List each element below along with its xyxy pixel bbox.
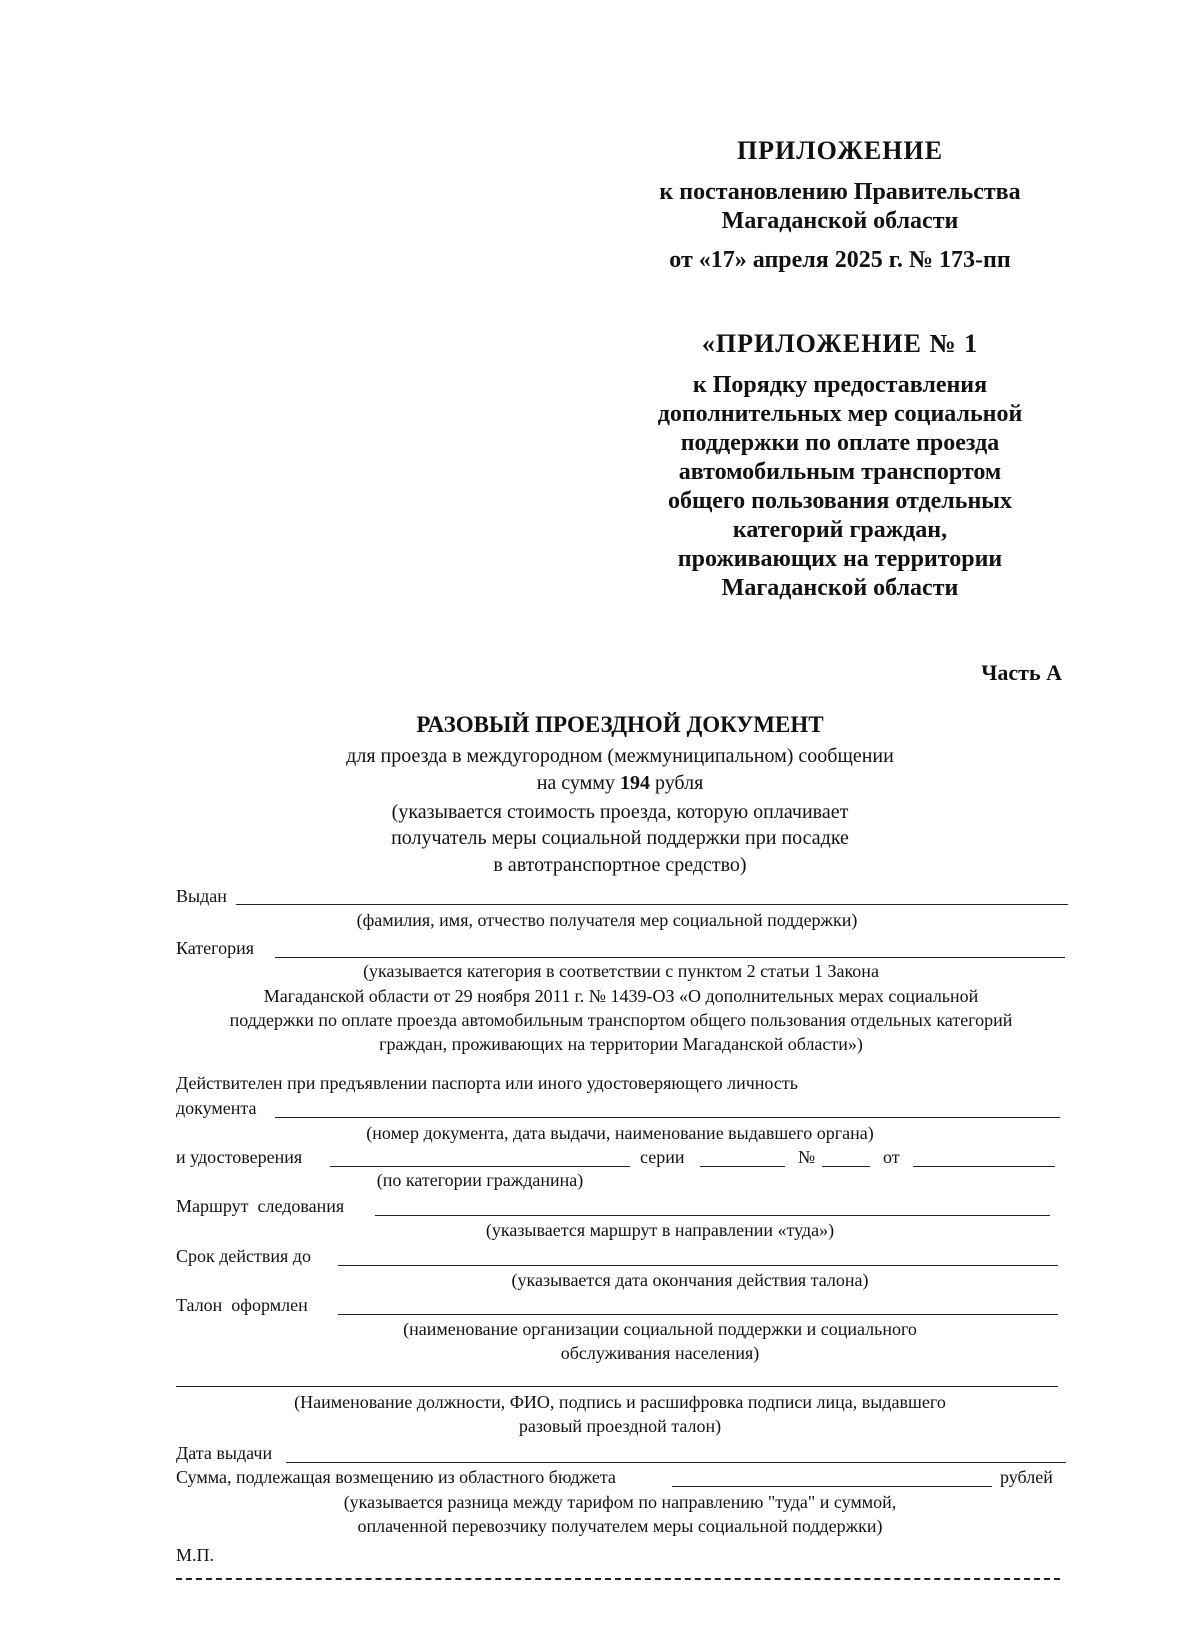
issued-label: Выдан <box>176 886 227 906</box>
document-amount-line <box>200 772 1040 795</box>
category-caption-line: (указывается категория в соответствии с пунктом 2 статьи 1 Закона <box>363 961 879 981</box>
from-label: от <box>883 1147 900 1167</box>
issuer-caption-line: (наименование организации социальной поддержки и социального <box>403 1319 917 1339</box>
appendix-inner-block <box>620 371 1060 603</box>
appendix-inner-line: автомобильным транспортом <box>678 459 1002 485</box>
term-caption: (указывается дата окончания действия талона) <box>511 1270 869 1290</box>
category-caption-line: граждан, проживающих на территории Магаданской области») <box>379 1034 863 1054</box>
term-field[interactable] <box>338 1265 1058 1266</box>
category-label: Категория <box>176 938 254 958</box>
route-field[interactable] <box>375 1215 1050 1216</box>
official-caption-line: разовый проездной талон) <box>518 1416 722 1436</box>
cut-line <box>176 1578 1060 1580</box>
document-title: РАЗОВЫЙ ПРОЕЗДНОЙ ДОКУМЕНТ <box>416 712 824 737</box>
certificate-caption: (по категории гражданина) <box>376 1170 584 1190</box>
valid-text-document: документа <box>176 1098 257 1118</box>
route-label: Маршрут следования <box>176 1196 345 1216</box>
issuer-label: Талон оформлен <box>176 1295 308 1315</box>
category-caption-line: поддержки по оплате проезда автомобильным транспортом общего пользования отдельных категорий <box>229 1010 1013 1030</box>
sum-caption-line: (указывается разница между тарифом по направлению "туда" и суммой, <box>343 1492 897 1512</box>
series-label: серии <box>640 1147 685 1167</box>
appendix-inner-line: к Порядку предоставления <box>692 372 988 398</box>
issue-date-label: Дата выдачи <box>176 1443 273 1463</box>
series-field[interactable] <box>700 1166 785 1167</box>
sum-label: Сумма, подлежащая возмещению из областного бюджета <box>176 1467 616 1487</box>
issue-date-field[interactable] <box>286 1462 1066 1463</box>
id-document-field[interactable] <box>275 1117 1060 1118</box>
amount-suffix: рубля <box>649 772 704 794</box>
appendix-inner-line: общего пользования отдельных <box>667 488 1013 514</box>
route-caption: (указывается маршрут в направлении «туда») <box>485 1220 835 1240</box>
appendix-inner-line: проживающих на территории <box>677 546 1003 572</box>
appendix-inner-line: категорий граждан, <box>732 517 948 543</box>
category-field[interactable] <box>275 957 1065 958</box>
amount-value: 194 <box>619 772 650 794</box>
number-field[interactable] <box>822 1166 870 1167</box>
appendix-title: ПРИЛОЖЕНИЕ <box>736 136 944 165</box>
document-note-line: в автотранспортное средство) <box>493 854 747 876</box>
issuer-field[interactable] <box>338 1314 1058 1315</box>
term-label: Срок действия до <box>176 1246 311 1266</box>
appendix-line-1: к постановлению Правительства <box>659 179 1021 205</box>
appendix-line-2: Магаданской области <box>721 208 959 234</box>
number-label: № <box>798 1147 816 1167</box>
appendix-inner-line: поддержки по оплате проезда <box>680 430 1000 456</box>
appendix-line-3: от «17» апреля 2025 г. № 173-пп <box>669 247 1011 273</box>
category-caption-line: Магаданской области от 29 ноября 2011 г. № 1439-ОЗ «О дополнительных мерах социальной <box>263 986 979 1006</box>
appendix-inner-line: Магаданской области <box>721 575 959 601</box>
from-date-field[interactable] <box>913 1166 1055 1167</box>
valid-text-line: Действителен при предъявлении паспорта или иного удостоверяющего личность <box>176 1073 798 1093</box>
document-subtitle: для проезда в междугородном (межмуниципальном) сообщении <box>346 745 894 767</box>
official-signature-field[interactable] <box>176 1386 1058 1387</box>
part-label: Часть А <box>981 660 1062 685</box>
certificate-label: и удостоверения <box>176 1147 303 1167</box>
issuer-caption-line: обслуживания населения) <box>560 1343 760 1363</box>
sum-unit: рублей <box>1000 1467 1053 1487</box>
document-note-line: получатель меры социальной поддержки при посадке <box>391 827 849 849</box>
appendix-inner-title: «ПРИЛОЖЕНИЕ № 1 <box>701 329 979 358</box>
issued-caption: (фамилия, имя, отчество получателя мер социальной поддержки) <box>356 910 858 930</box>
document-note-line: (указывается стоимость проезда, которую оплачивает <box>391 801 849 823</box>
amount-prefix: на сумму <box>536 772 620 794</box>
sum-caption-line: оплаченной перевозчику получателем меры социальной поддержки) <box>357 1516 883 1536</box>
certificate-field[interactable] <box>330 1166 630 1167</box>
issued-field[interactable] <box>236 904 1068 905</box>
appendix-inner-line: дополнительных мер социальной <box>657 401 1023 427</box>
stamp-label: М.П. <box>176 1545 215 1565</box>
official-caption-line: (Наименование должности, ФИО, подпись и расшифровка подписи лица, выдавшего <box>294 1392 946 1412</box>
valid-caption: (номер документа, дата выдачи, наименование выдавшего органа) <box>366 1123 874 1143</box>
sum-field[interactable] <box>672 1486 992 1487</box>
